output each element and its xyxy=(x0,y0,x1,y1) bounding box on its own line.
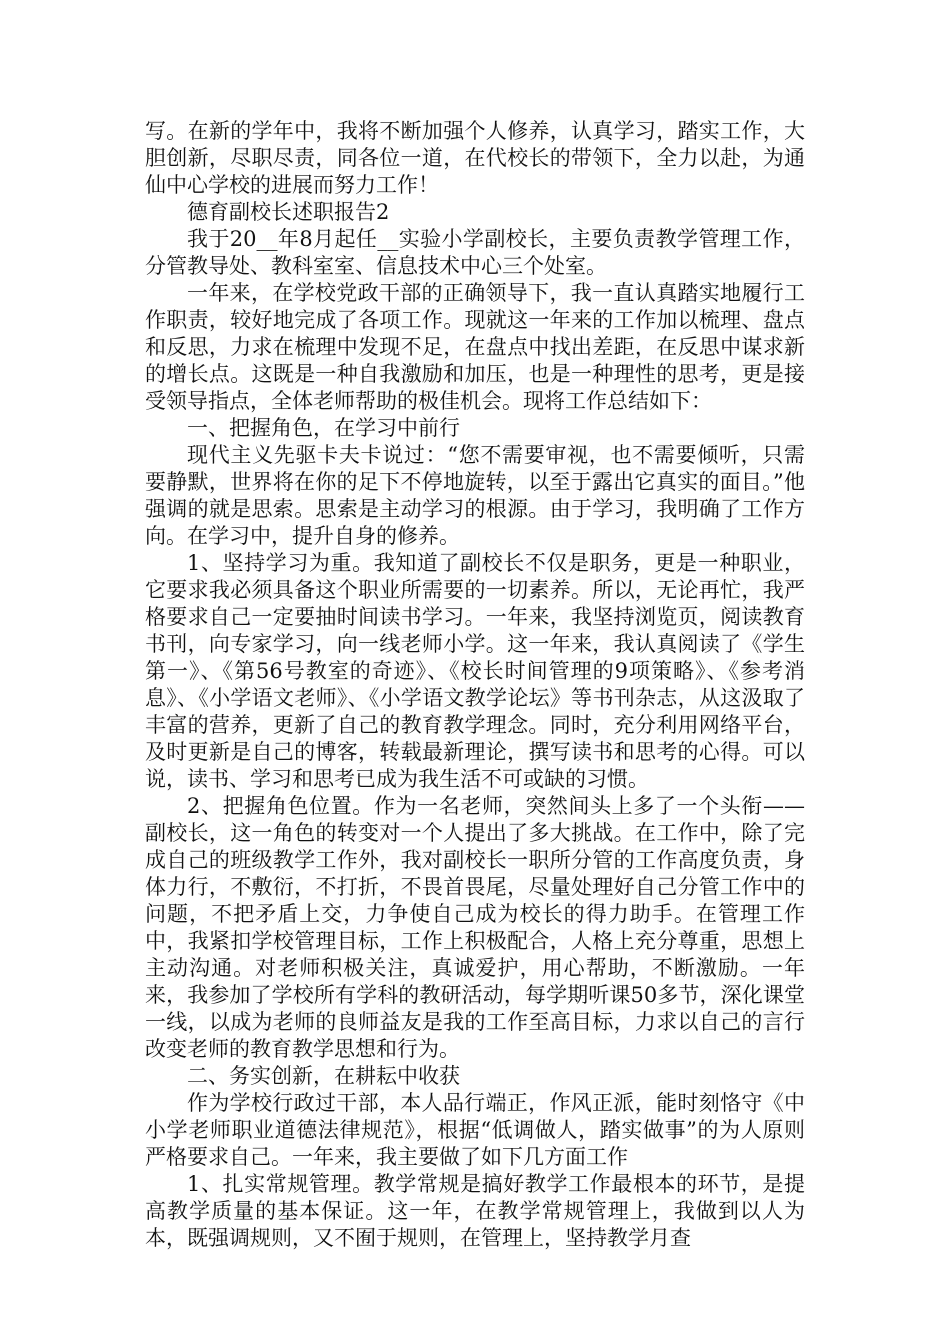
paragraph-closing-continued: 写。在新的学年中，我将不断加强个人修养，认真学习，踏实工作，大胆创新，尽职尽责，同各位一道，在代校长的带领下，全力以赴，为通仙中心学校的进展而努力工作！ xyxy=(145,119,805,197)
paragraph-overview: 一年来，在学校党政干部的正确领导下，我一直认真踏实地履行工作职责，较好地完成了各项工作。现就这一年来的工作加以梳理、盘点和反思，力求在梳理中发现不足，在盘点中找出差距，在反思中谋求新的增长点。这既是一种自我激励和加压，也是一种理性的思考，更是接受领导指点，全体老师帮助的极佳机会。现将工作总结如下： xyxy=(145,281,805,413)
paragraph-role: 2、把握角色位置。作为一名老师，突然间头上多了一个头衔——副校长，这一角色的转变对一个人提出了多大挑战。在工作中，除了完成自己的班级教学工作外，我对副校长一职所分管的工作高度负责，身体力行，不敷衍，不打折，不畏首畏尾，尽量处理好自己分管工作中的问题，不把矛盾上交，力争使自己成为校长的得力助手。在管理工作中，我紧扣学校管理目标，工作上积极配合，人格上充分尊重，思想上主动沟通。对老师积极关注，真诚爱护，用心帮助，不断激励。一年来，我参加了学校所有学科的教研活动，每学期听课50多节，深化课堂一线，以成为老师的良师益友是我的工作至高目标，力求以自己的言行改变老师的教育教学思想和行为。 xyxy=(145,794,805,1061)
paragraph-study: 1、坚持学习为重。我知道了副校长不仅是职务，更是一种职业，它要求我必须具备这个职业所需要的一切素养。所以，无论再忙，我严格要求自己一定要抽时间读书学习。一年来，我坚持浏览页，阅读教育书刊，向专家学习，向一线老师小学。这一年来，我认真阅读了《学生第一》、《第56号教室的奇迹》、《校长时间管理的9项策略》、《参考消息》、《小学语文老师》、《小学语文教学论坛》等书刊杂志，从这汲取了丰富的营养，更新了自己的教育教学理念。同时，充分利用网络平台，及时更新是自己的博客，转载最新理论，撰写读书和思考的心得。可以说，读书、学习和思考已成为我生活不可或缺的习惯。 xyxy=(145,551,805,791)
section-heading-2: 二、务实创新，在耕耘中收获 xyxy=(187,1064,460,1088)
paragraph-intro: 我于20__年8月起任__实验小学副校长，主要负责教学管理工作，分管教导处、教科室室、信息技术中心三个处室。 xyxy=(145,227,805,278)
document-body xyxy=(145,118,805,1252)
section-heading-1: 一、把握角色，在学习中前行 xyxy=(187,416,460,440)
paragraph-quote: 现代主义先驱卡夫卡说过：“您不需要审视，也不需要倾听，只需要静默，世界将在你的足下不停地旋转，以至于露出它真实的面目。”他强调的就是思索。思索是主动学习的根源。由于学习，我明确了工作方向。在学习中，提升自身的修养。 xyxy=(145,443,805,548)
paragraph-routine-management: 1、扎实常规管理。教学常规是搞好教学工作最根本的环节，是提高教学质量的基本保证。这一年，在教学常规管理上，我做到以人为本，既强调规则，又不囿于规则，在管理上，坚持教学月查 xyxy=(145,1172,805,1250)
paragraph-conduct: 作为学校行政过干部，本人品行端正，作风正派，能时刻恪守《中小学老师职业道德法律规范》，根据“低调做人，踏实做事”的为人原则严格要求自己。一年来，我主要做了如下几方面工作 xyxy=(145,1091,805,1169)
report-title: 德育副校长述职报告2 xyxy=(187,200,390,224)
